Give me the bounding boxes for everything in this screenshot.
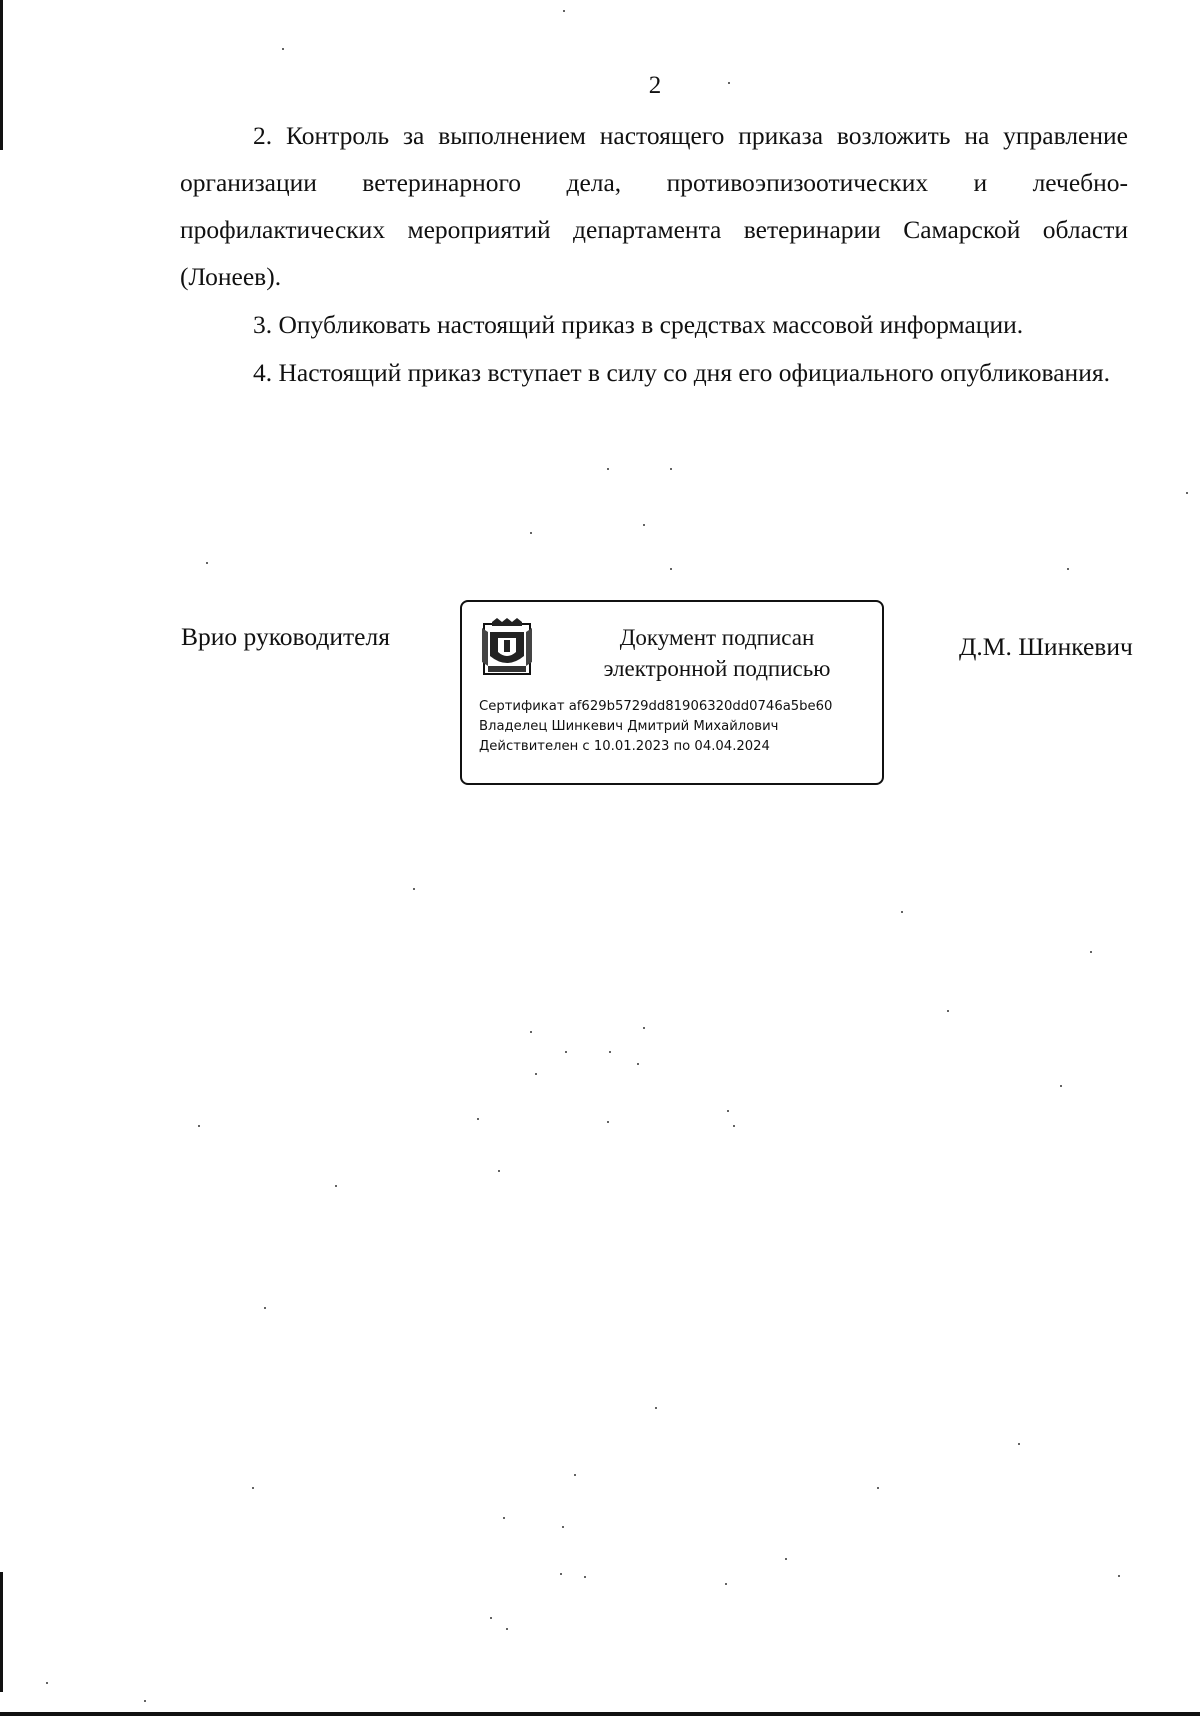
paragraph-2: 2. Контроль за выполнением настоящего приказа возложить на управление организации ветеринарного дела, противоэпизоотических и лечебно-профилактических мероприятий департамента ветеринарии Самарской области (Лонеев).	[180, 121, 1128, 291]
scan-speck	[670, 568, 672, 570]
scan-speck	[733, 1125, 735, 1127]
certificate-line: Сертификат af629b5729dd81906320dd0746a5be60	[479, 699, 833, 714]
scan-speck	[565, 1051, 567, 1053]
scan-speck	[413, 888, 415, 890]
page-number: 2	[648, 72, 662, 99]
paragraph-4: 4. Настоящий приказ вступает в силу со дня его официального опубликования.	[253, 358, 1110, 387]
scan-speck	[490, 1617, 492, 1619]
validity-line: Действителен с 10.01.2023 по 04.04.2024	[479, 739, 770, 754]
scan-speck	[503, 1517, 505, 1519]
scan-speck	[530, 1031, 532, 1033]
scan-speck	[727, 1110, 729, 1112]
scan-speck	[901, 911, 903, 913]
document-body	[180, 112, 1128, 396]
scan-speck	[535, 1073, 537, 1075]
paragraph-3: 3. Опубликовать настоящий приказ в средствах массовой информации.	[253, 310, 1024, 339]
stamp-title-line: Документ подписан	[619, 625, 815, 650]
scan-speck	[670, 468, 672, 470]
scan-speck	[1067, 568, 1069, 570]
scan-speck	[725, 1583, 727, 1585]
signer-position: Врио руководителя	[181, 622, 390, 651]
stamp-details	[479, 697, 832, 757]
scan-speck	[607, 468, 609, 470]
scan-speck	[563, 10, 565, 12]
scan-speck	[282, 48, 284, 50]
coat-of-arms-icon	[480, 618, 534, 678]
scan-speck	[1186, 492, 1188, 494]
scan-speck	[1090, 951, 1092, 953]
scan-speck	[877, 1487, 879, 1489]
scan-speck	[637, 1063, 639, 1065]
scan-speck	[252, 1487, 254, 1489]
scan-speck	[560, 1573, 562, 1575]
scan-speck	[728, 82, 730, 84]
scan-speck	[506, 1628, 508, 1630]
scan-speck	[643, 524, 645, 526]
scan-speck	[609, 1051, 611, 1053]
stamp-title-line: электронной подписью	[603, 656, 831, 681]
scan-speck	[477, 1118, 479, 1120]
scan-speck	[655, 1407, 657, 1409]
scan-speck	[1060, 1085, 1062, 1087]
scan-speck	[206, 562, 208, 564]
scan-speck	[335, 1185, 337, 1187]
scan-speck	[498, 1170, 500, 1172]
scan-speck	[1118, 1575, 1120, 1577]
scan-edge	[0, 1712, 1200, 1716]
scan-speck	[264, 1307, 266, 1309]
scan-edge	[0, 1572, 3, 1692]
scan-speck	[46, 1682, 48, 1684]
stamp-title	[552, 622, 882, 684]
signer-name: Д.М. Шинкевич	[959, 632, 1133, 661]
scan-speck	[144, 1700, 146, 1702]
scan-speck	[574, 1474, 576, 1476]
scan-speck	[1018, 1443, 1020, 1445]
scan-speck	[584, 1576, 586, 1578]
scan-speck	[198, 1125, 200, 1127]
scan-speck	[607, 1121, 609, 1123]
scan-speck	[530, 532, 532, 534]
scan-speck	[785, 1558, 787, 1560]
electronic-signature-stamp	[460, 600, 884, 785]
scan-speck	[562, 1526, 564, 1528]
scan-speck	[947, 1010, 949, 1012]
scan-speck	[643, 1027, 645, 1029]
owner-line: Владелец Шинкевич Дмитрий Михайлович	[479, 719, 779, 734]
